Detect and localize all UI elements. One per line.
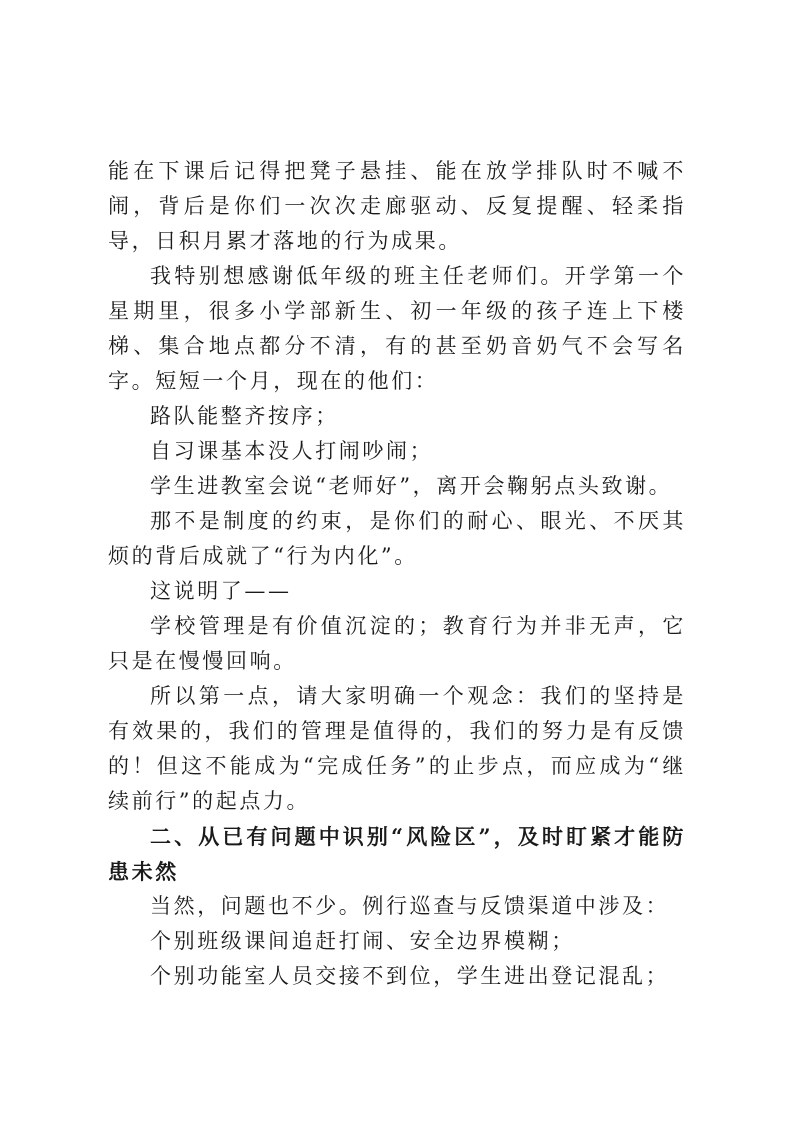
list-item-greeting: 学生进教室会说“老师好”，离开会鞠躬点头致谢。 — [150, 474, 673, 498]
document-page — [108, 154, 686, 994]
paragraph-first-point: 所以第一点，请大家明确一个观念：我们的坚持是有效果的，我们的管理是值得的，我们的努力是有反馈的！但这不能成为“完成任务”的止步点，而应成为“继续前行”的起点力。 — [108, 684, 686, 813]
paragraph-management-value: 学校管理是有价值沉淀的；教育行为并非无声，它只是在慢慢回响。 — [108, 614, 686, 673]
list-item-function-room: 个别功能室人员交接不到位，学生进出登记混乱； — [150, 964, 670, 988]
section-heading-risk-zone: 二、从已有问题中识别“风险区”，及时盯紧才能防患未然 — [108, 824, 686, 884]
paragraph-this-shows: 这说明了—— — [150, 579, 292, 603]
paragraph-thanks-teachers: 我特别想感谢低年级的班主任老师们。开学第一个星期里，很多小学部新生、初一年级的孩子连上下楼梯、集合地点都分不清，有的甚至奶音奶气不会写名字。短短一个月，现在的他们： — [108, 264, 686, 393]
paragraph-internalization: 那不是制度的约束，是你们的耐心、眼光、不厌其烦的背后成就了“行为内化”。 — [108, 509, 686, 568]
list-item-self-study: 自习课基本没人打闹吵闹； — [150, 439, 434, 463]
paragraph-problems-intro: 当然，问题也不少。例行巡查与反馈渠道中涉及： — [150, 894, 670, 918]
list-item-line-order: 路队能整齐按序； — [150, 404, 339, 428]
list-item-class-chasing: 个别班级课间追赶打闹、安全边界模糊； — [150, 929, 575, 953]
paragraph-behavior-results: 能在下课后记得把凳子悬挂、能在放学排队时不喊不闹，背后是你们一次次走廊驱动、反复提醒、轻柔指导，日积月累才落地的行为成果。 — [108, 159, 686, 253]
